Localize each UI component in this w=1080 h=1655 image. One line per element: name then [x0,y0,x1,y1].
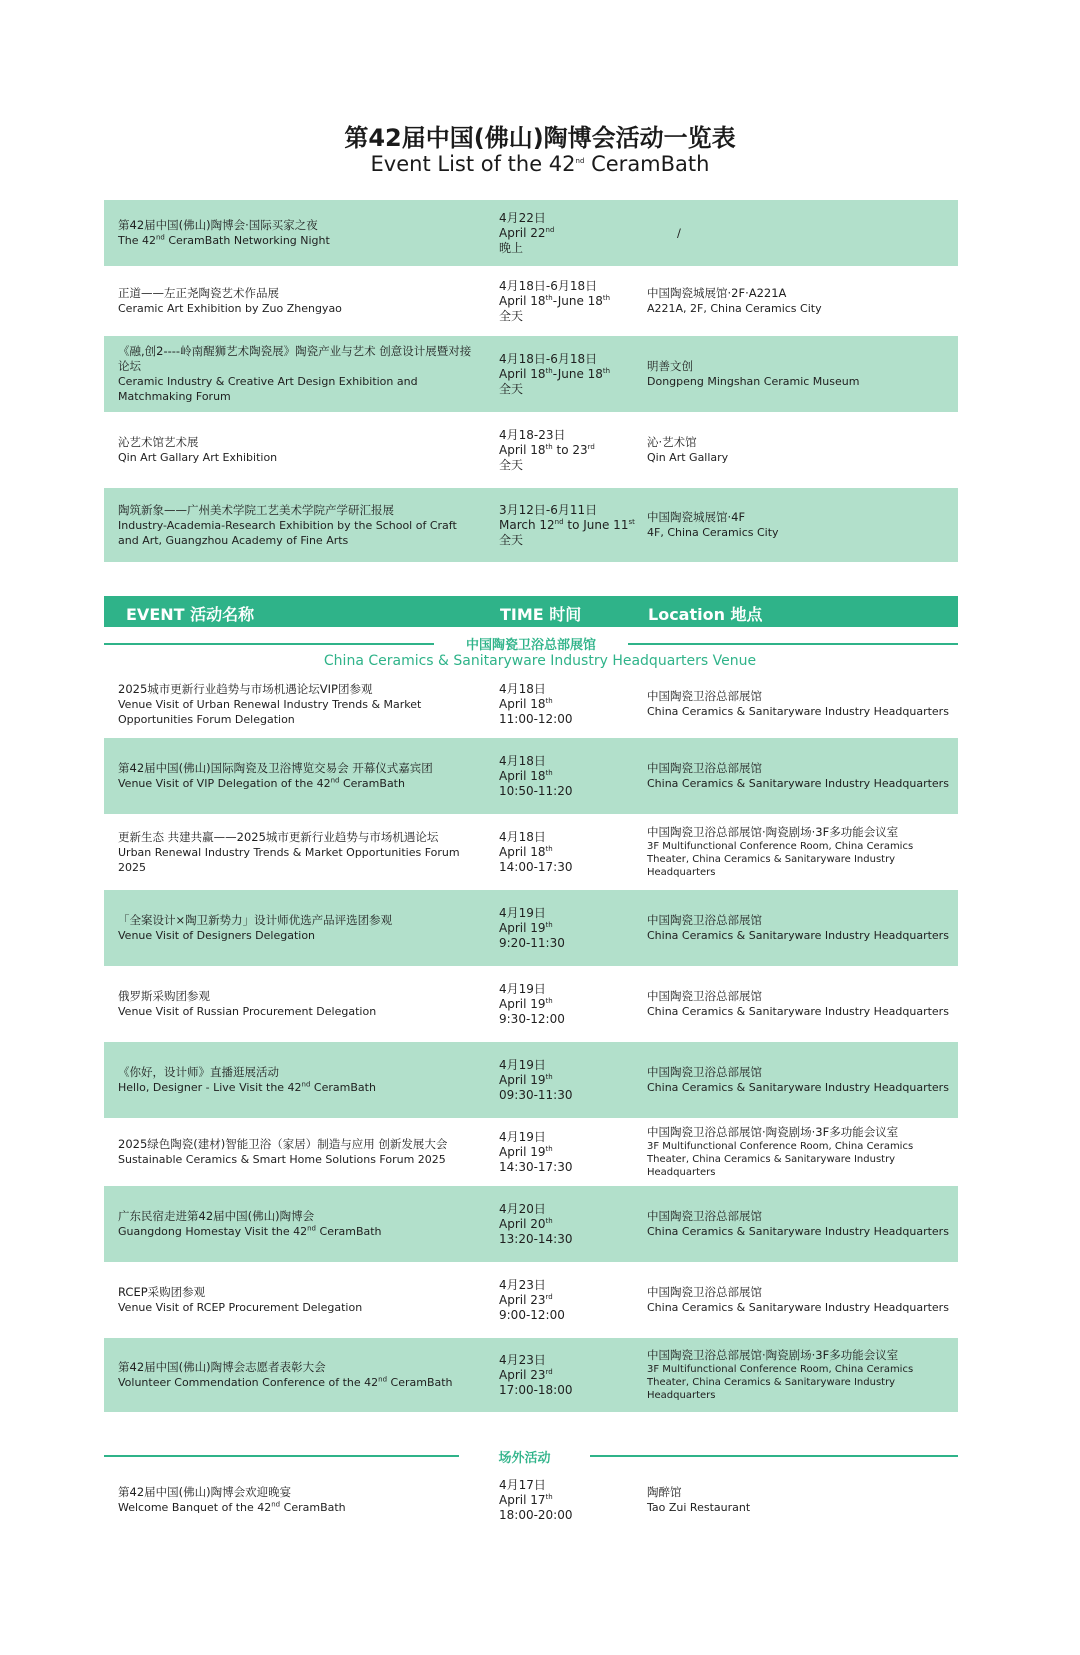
event-cell [118,266,478,336]
event-cell [118,1338,478,1412]
date-en: April 18th to 23rd [499,442,595,457]
table-row [104,670,958,738]
time-range: 14:30-17:30 [499,1159,573,1174]
location-cn: 中国陶瓷城展馆·4F [647,510,746,524]
event-cell [118,1186,478,1262]
venue-title-en: China Ceramics & Sanitaryware Industry Headquarters Venue [323,653,757,669]
event-name-en: Qin Art Gallary Art Exhibition [118,451,278,464]
event-cell [118,336,478,412]
title-en-sup: nd [575,157,585,165]
event-name-cn: 第42届中国(佛山)陶博会·国际买家之夜 [118,218,318,232]
event-name-cn: 更新生态 共建共赢——2025城市更新行业趋势与市场机遇论坛 [118,829,439,844]
date-cn: 3月12日-6月11日 [499,502,598,517]
time-range: 全天 [499,457,524,472]
time-cell [499,1118,649,1186]
time-cell [499,890,649,966]
time-range: 09:30-11:30 [499,1087,573,1102]
location-en: China Ceramics & Sanitaryware Industry Headquarters [647,1081,949,1094]
location-cell [647,266,952,336]
location-cn: 中国陶瓷卫浴总部展馆·陶瓷剧场·3F多功能会议室 [647,1348,899,1362]
title-en-suffix: CeramBath [584,152,710,176]
location-en: China Ceramics & Sanitaryware Industry Headquarters [647,777,949,790]
date-en: April 19th [499,1144,553,1159]
date-en: April 19th [499,996,553,1011]
outdoor-divider-right [590,1455,958,1457]
time-cell [499,1475,649,1525]
date-en: April 18th [499,696,553,711]
time-cell [499,200,649,266]
location-cell [647,412,952,488]
date-en: April 18th [499,844,553,859]
outdoor-title: 场外活动 [498,1451,551,1466]
event-name-en: Venue Visit of Russian Procurement Delegation [118,1005,377,1018]
date-en: April 18th [499,768,553,783]
event-name-en: Ceramic Art Exhibition by Zuo Zhengyao [118,302,342,315]
location-en: 3F Multifunctional Conference Room, China Ceramics Theater, China Ceramics & Sanitaryware Industry Headquarters [647,841,914,878]
event-name-en: Industry-Academia-Research Exhibition by the School of Craft and Art, Guangzhou Academy of Fine Arts [118,518,457,547]
event-name-cn: 陶筑新象——广州美术学院工艺美术学院产学研汇报展 [118,502,394,517]
date-en: April 18th-June 18th [499,366,611,381]
location-cn: 沁·艺术馆 [647,435,697,449]
time-range: 18:00-20:00 [499,1507,573,1522]
date-cn: 4月20日 [499,1201,546,1216]
location-en: China Ceramics & Sanitaryware Industry Headquarters [647,1225,949,1238]
location-cn: 明善文创 [647,359,693,373]
table-row [104,488,958,562]
date-en: April 23rd [499,1292,553,1307]
time-range: 全天 [499,532,524,547]
location-cell [647,1262,952,1338]
event-cell [118,1118,478,1186]
time-range: 9:20-11:30 [499,935,565,950]
time-range: 9:00-12:00 [499,1307,565,1322]
time-range: 14:00-17:30 [499,859,573,874]
location-en: 3F Multifunctional Conference Room, China Ceramics Theater, China Ceramics & Sanitaryware Industry Headquarters [647,1141,914,1178]
event-name-en: The 42nd CeramBath Networking Night [118,233,330,247]
location-cn: 中国陶瓷卫浴总部展馆 [647,913,762,927]
outdoor-divider-left [104,1455,459,1457]
location-cell [647,738,952,814]
date-cn: 4月18日 [499,829,546,844]
time-range: 9:30-12:00 [499,1011,565,1026]
time-cell [499,814,649,890]
date-en: April 23rd [499,1367,553,1382]
event-name-cn: 第42届中国(佛山)国际陶瓷及卫浴博览交易会 开幕仪式嘉宾团 [118,761,433,775]
time-cell [499,738,649,814]
location-en: Qin Art Gallary [647,451,729,464]
time-cell [499,1338,649,1412]
event-name-cn: 「全案设计×陶卫新势力」设计师优选产品评选团参观 [118,913,393,927]
event-name-en: Urban Renewal Industry Trends & Market Opportunities Forum 2025 [118,845,460,874]
location-cell [647,200,952,266]
date-cn: 4月22日 [499,210,546,225]
table-row [104,738,958,814]
venue-title-cn: 中国陶瓷卫浴总部展馆 [465,638,596,653]
table-row [104,1186,958,1262]
location-en: 3F Multifunctional Conference Room, China Ceramics Theater, China Ceramics & Sanitaryware Industry Headquarters [647,1364,914,1401]
date-cn: 4月18-23日 [499,427,566,442]
event-name-cn: RCEP采购团参观 [118,1285,206,1299]
date-en: April 17th [499,1492,553,1507]
date-en: April 19th [499,1072,553,1087]
event-name-cn: 俄罗斯采购团参观 [118,989,210,1003]
event-cell [118,966,478,1042]
date-en: April 19th [499,920,553,935]
time-cell [499,336,649,412]
date-cn: 4月18日-6月18日 [499,278,598,293]
table-row [104,1262,958,1338]
event-cell [118,488,478,562]
date-en: April 20th [499,1216,553,1231]
table-row [104,1118,958,1186]
location-cell [647,488,952,562]
date-cn: 4月23日 [499,1277,546,1292]
event-name-cn: 第42届中国(佛山)陶博会志愿者表彰大会 [118,1360,326,1374]
location-cn: 中国陶瓷卫浴总部展馆 [647,1065,762,1079]
event-name-cn: 《融,创2----岭南醒狮艺术陶瓷展》陶瓷产业与艺术 创意设计展暨对接论坛 [118,344,472,373]
header-event: EVENT 活动名称 [126,605,255,624]
date-cn: 4月19日 [499,981,546,996]
table-header [104,596,958,627]
date-cn: 4月19日 [499,1129,546,1144]
location-en: A221A, 2F, China Ceramics City [647,302,822,315]
event-name-en: Venue Visit of VIP Delegation of the 42nd CeramBath [118,776,405,790]
event-name-cn: 正道——左正尧陶瓷艺术作品展 [118,286,279,300]
event-cell [118,738,478,814]
location-cn: 中国陶瓷卫浴总部展馆 [647,761,762,775]
location-cn: 中国陶瓷卫浴总部展馆·陶瓷剧场·3F多功能会议室 [647,825,899,839]
page-title-cn: 第42届中国(佛山)陶博会活动一览表 [344,124,736,152]
date-cn: 4月18日 [499,753,546,768]
table-row [104,266,958,336]
location-cell [647,1118,952,1186]
location-cn: 中国陶瓷卫浴总部展馆·陶瓷剧场·3F多功能会议室 [647,1125,899,1139]
time-cell [499,670,649,738]
time-range: 全天 [499,308,524,323]
date-cn: 4月18日 [499,681,546,696]
table-row [104,1475,958,1525]
date-en: March 12nd to June 11st [499,517,635,532]
table-row [104,412,958,488]
event-name-en: Venue Visit of Designers Delegation [118,929,316,942]
table-row [104,1338,958,1412]
event-name-en: Venue Visit of RCEP Procurement Delegation [118,1301,363,1314]
time-cell [499,412,649,488]
location-cn: 中国陶瓷卫浴总部展馆 [647,1285,762,1299]
time-cell [499,266,649,336]
location-cn: 中国陶瓷卫浴总部展馆 [647,689,762,703]
location-cell [647,1338,952,1412]
time-range: 17:00-18:00 [499,1382,573,1397]
time-cell [499,1262,649,1338]
event-cell [118,1262,478,1338]
time-range: 11:00-12:00 [499,711,573,726]
location-cn: 中国陶瓷城展馆·2F·A221A [647,286,787,300]
table-row [104,890,958,966]
venue-divider-left [104,643,434,645]
location-cell [647,670,952,738]
event-cell [118,1042,478,1118]
time-range: 晚上 [499,240,524,255]
date-en: April 22nd [499,225,555,240]
location-en: China Ceramics & Sanitaryware Industry Headquarters [647,1301,949,1314]
time-cell [499,966,649,1042]
event-name-en: Hello, Designer - Live Visit the 42nd CeramBath [118,1080,376,1094]
location-cn: 中国陶瓷卫浴总部展馆 [647,989,762,1003]
event-cell [118,1475,478,1525]
time-cell [499,1042,649,1118]
event-name-cn: 广东民宿走进第42届中国(佛山)陶博会 [118,1209,315,1223]
event-name-cn: 2025绿色陶瓷(建材)智能卫浴（家居）制造与应用 创新发展大会 [118,1137,448,1151]
event-name-cn: 《你好，设计师》直播逛展活动 [118,1065,279,1079]
location-en: 4F, China Ceramics City [647,526,779,539]
location-cn: 陶醉馆 [647,1485,682,1499]
title-en-prefix: Event List of the 42 [370,152,576,176]
location-cell [647,814,952,890]
location-cell [647,966,952,1042]
venue-divider-right [628,643,958,645]
time-cell [499,488,649,562]
location-cn: 中国陶瓷卫浴总部展馆 [647,1209,762,1223]
location-en: Dongpeng Mingshan Ceramic Museum [647,375,860,388]
location-en: Tao Zui Restaurant [647,1501,751,1514]
date-cn: 4月19日 [499,1057,546,1072]
date-cn: 4月18日-6月18日 [499,351,598,366]
date-cn: 4月17日 [499,1477,546,1492]
location-en: China Ceramics & Sanitaryware Industry Headquarters [647,929,949,942]
event-cell [118,412,478,488]
event-name-cn: 2025城市更新行业趋势与市场机遇论坛VIP团参观 [118,681,373,696]
date-cn: 4月23日 [499,1352,546,1367]
table-row [104,336,958,412]
header-time: TIME 时间 [500,605,582,624]
event-cell [118,890,478,966]
location-cell [647,1186,952,1262]
location-cell [647,890,952,966]
event-cell [118,200,478,266]
header-location: Location 地点 [648,605,763,624]
location-cell [647,336,952,412]
location-cn: / [677,225,681,240]
event-name-cn: 第42届中国(佛山)陶博会欢迎晚宴 [118,1485,292,1499]
event-name-en: Sustainable Ceramics & Smart Home Solutions Forum 2025 [118,1153,446,1166]
date-cn: 4月19日 [499,905,546,920]
event-name-en: Ceramic Industry & Creative Art Design Exhibition and Matchmaking Forum [118,375,418,403]
time-range: 13:20-14:30 [499,1231,573,1246]
table-row [104,814,958,890]
event-cell [118,670,478,738]
event-cell [118,814,478,890]
event-name-en: Volunteer Commendation Conference of the 42nd CeramBath [118,1375,453,1389]
table-row [104,1042,958,1118]
location-en: China Ceramics & Sanitaryware Industry Headquarters [647,705,949,718]
time-range: 10:50-11:20 [499,783,573,798]
location-cell [647,1475,952,1525]
table-row [104,200,958,266]
location-cell [647,1042,952,1118]
event-name-en: Venue Visit of Urban Renewal Industry Trends & Market Opportunities Forum Delegation [118,697,422,726]
time-range: 全天 [499,381,524,396]
date-en: April 18th-June 18th [499,293,611,308]
location-en: China Ceramics & Sanitaryware Industry Headquarters [647,1005,949,1018]
page-title-en [0,152,1080,176]
event-name-en: Guangdong Homestay Visit the 42nd CeramBath [118,1224,382,1238]
time-cell [499,1186,649,1262]
table-row [104,966,958,1042]
event-name-en: Welcome Banquet of the 42nd CeramBath [118,1500,346,1514]
event-name-cn: 沁艺术馆艺术展 [118,435,199,449]
